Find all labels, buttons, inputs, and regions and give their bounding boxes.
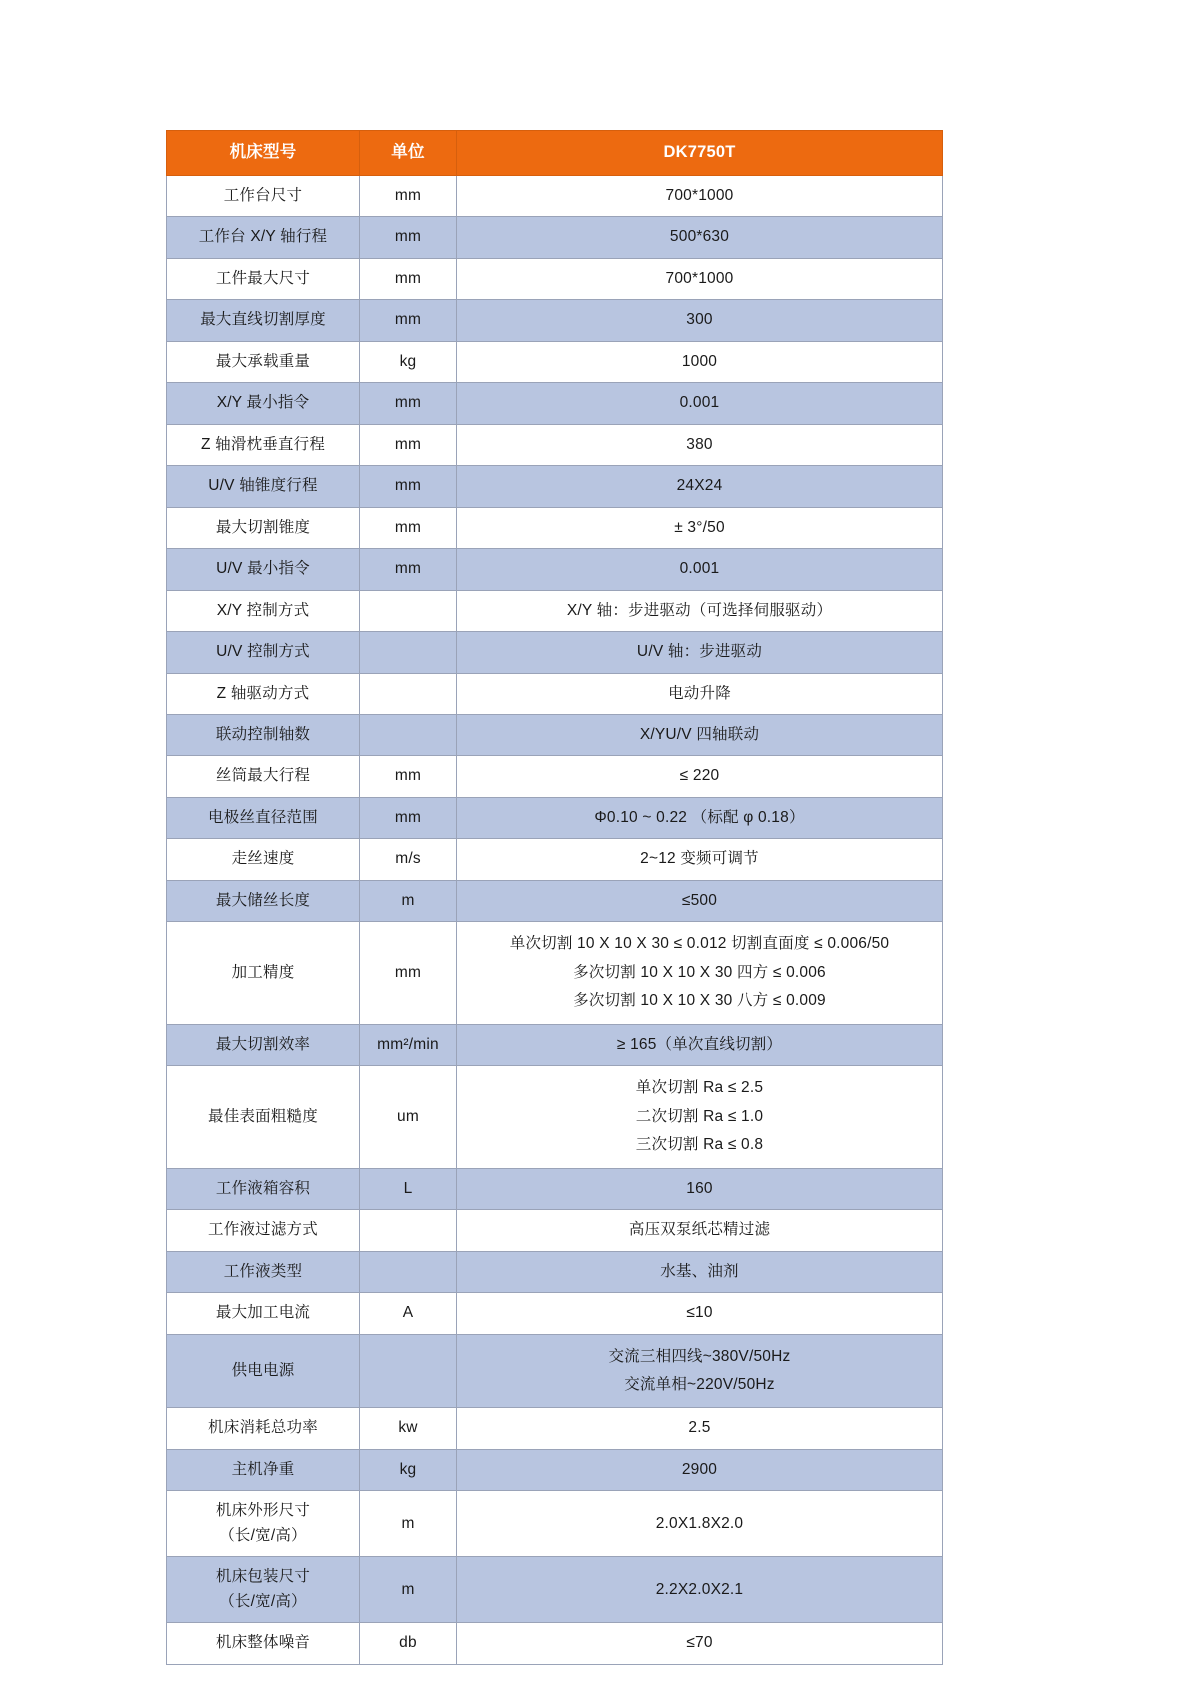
spec-name-cell xyxy=(167,590,360,631)
spec-value-line: 24X24 xyxy=(676,477,723,495)
spec-name-line: 电极丝直径范围 xyxy=(208,808,318,826)
table-row xyxy=(167,1408,943,1449)
spec-value-cell xyxy=(457,715,943,756)
spec-unit-cell xyxy=(360,590,457,631)
table-row xyxy=(167,383,943,424)
spec-unit-cell: kw xyxy=(360,1408,457,1449)
spec-name-cell xyxy=(167,258,360,299)
spec-value-line: ≤70 xyxy=(686,1634,713,1652)
spec-name-line: Z 轴驱动方式 xyxy=(216,684,310,702)
spec-name-line: 工作液过滤方式 xyxy=(208,1221,318,1239)
spec-unit-cell: mm xyxy=(360,922,457,1024)
spec-unit-cell: m/s xyxy=(360,839,457,880)
table-row xyxy=(167,1251,943,1292)
table-row xyxy=(167,1066,943,1168)
spec-name-cell xyxy=(167,1210,360,1251)
spec-value-line: 0.001 xyxy=(679,394,720,412)
spec-name-cell xyxy=(167,217,360,258)
spec-name-cell xyxy=(167,300,360,341)
spec-value-line: 2.5 xyxy=(688,1419,711,1437)
table-body xyxy=(167,175,943,1664)
spec-value-line: ± 3°/50 xyxy=(674,518,725,536)
spec-value-line: 单次切割 Ra ≤ 2.5 xyxy=(635,1079,764,1097)
spec-name-line: U/V 控制方式 xyxy=(216,643,310,661)
spec-unit-cell: mm xyxy=(360,300,457,341)
spec-unit-cell: db xyxy=(360,1623,457,1664)
spec-name-line: U/V 最小指令 xyxy=(216,560,310,578)
spec-value-cell xyxy=(457,1210,943,1251)
spec-unit-cell: mm xyxy=(360,424,457,465)
spec-name-line: X/Y 控制方式 xyxy=(216,601,310,619)
spec-name-line: （长/宽/高） xyxy=(219,1526,307,1544)
spec-value-line: 三次切割 Ra ≤ 0.8 xyxy=(635,1136,764,1154)
spec-value-cell xyxy=(457,300,943,341)
spec-unit-cell: um xyxy=(360,1066,457,1168)
spec-value-line: 交流单相~220V/50Hz xyxy=(624,1375,775,1393)
spec-unit-cell xyxy=(360,1334,457,1408)
spec-unit-cell xyxy=(360,715,457,756)
table-row xyxy=(167,1210,943,1251)
spec-value-cell xyxy=(457,1168,943,1209)
spec-name-line: 供电电源 xyxy=(231,1361,295,1379)
spec-unit-cell: m xyxy=(360,880,457,921)
spec-value-cell xyxy=(457,175,943,216)
spec-name-line: 加工精度 xyxy=(231,963,295,981)
spec-value-line: 500*630 xyxy=(669,228,730,246)
spec-name-line: 工作液类型 xyxy=(223,1262,303,1280)
spec-value-line: 160 xyxy=(686,1179,713,1197)
table-row xyxy=(167,1334,943,1408)
spec-name-line: 最大加工电流 xyxy=(215,1304,311,1322)
spec-value-cell xyxy=(457,1557,943,1623)
spec-value-line: X/Y 轴：步进驱动（可选择伺服驱动） xyxy=(566,601,833,619)
spec-value-cell xyxy=(457,1408,943,1449)
spec-name-cell xyxy=(167,756,360,797)
spec-value-line: 单次切割 10 X 10 X 30 ≤ 0.012 切割直面度 ≤ 0.006/50 xyxy=(509,935,890,953)
table-row xyxy=(167,880,943,921)
table-row xyxy=(167,1168,943,1209)
spec-value-line: 2.0X1.8X2.0 xyxy=(655,1514,744,1532)
spec-unit-cell: mm xyxy=(360,507,457,548)
table-row xyxy=(167,1024,943,1065)
spec-value-line: Φ0.10 ~ 0.22 （标配 φ 0.18） xyxy=(594,808,805,826)
spec-name-line: 最大切割锥度 xyxy=(215,518,311,536)
spec-name-cell xyxy=(167,673,360,714)
spec-name-line: 最大承载重量 xyxy=(215,352,311,370)
spec-name-line: Z 轴滑枕垂直行程 xyxy=(200,435,326,453)
spec-value-cell xyxy=(457,549,943,590)
table-row xyxy=(167,922,943,1024)
column-header-value: DK7750T xyxy=(457,131,943,176)
spec-value-line: ≥ 165（单次直线切割） xyxy=(616,1035,783,1053)
table-row xyxy=(167,797,943,838)
spec-unit-cell: mm xyxy=(360,756,457,797)
spec-name-line: 联动控制轴数 xyxy=(215,726,311,744)
spec-value-line: 多次切割 10 X 10 X 30 八方 ≤ 0.009 xyxy=(573,992,826,1010)
spec-value-cell xyxy=(457,1449,943,1490)
spec-value-line: 2~12 变频可调节 xyxy=(640,850,759,868)
table-row xyxy=(167,466,943,507)
spec-value-cell xyxy=(457,217,943,258)
spec-value-line: ≤10 xyxy=(686,1304,713,1322)
spec-value-cell xyxy=(457,673,943,714)
spec-name-line: 最佳表面粗糙度 xyxy=(208,1107,318,1125)
spec-value-line: 0.001 xyxy=(679,560,720,578)
spec-name-line: 工作台尺寸 xyxy=(223,186,303,204)
table-row xyxy=(167,217,943,258)
spec-value-line: ≤ 220 xyxy=(679,767,720,785)
table-row xyxy=(167,1623,943,1664)
spec-value-line: X/YU/V 四轴联动 xyxy=(639,726,760,744)
spec-value-line: 水基、油剂 xyxy=(660,1262,739,1280)
table-row xyxy=(167,756,943,797)
spec-value-cell xyxy=(457,507,943,548)
table-row xyxy=(167,424,943,465)
spec-unit-cell xyxy=(360,1210,457,1251)
spec-value-cell xyxy=(457,383,943,424)
spec-unit-cell: m xyxy=(360,1557,457,1623)
spec-name-cell xyxy=(167,466,360,507)
table-row xyxy=(167,839,943,880)
spec-name-line: 机床外形尺寸 xyxy=(215,1502,311,1520)
spec-name-cell xyxy=(167,549,360,590)
spec-name-line: 工件最大尺寸 xyxy=(215,269,311,287)
spec-value-line: ≤500 xyxy=(681,891,718,909)
spec-name-cell xyxy=(167,1449,360,1490)
spec-name-cell xyxy=(167,1293,360,1334)
table-row xyxy=(167,715,943,756)
table-row xyxy=(167,1449,943,1490)
spec-value-cell xyxy=(457,922,943,1024)
spec-unit-cell: mm xyxy=(360,549,457,590)
table-row xyxy=(167,673,943,714)
table-row xyxy=(167,632,943,673)
spec-value-cell xyxy=(457,632,943,673)
table-row xyxy=(167,1491,943,1557)
spec-unit-cell: mm xyxy=(360,217,457,258)
spec-name-cell xyxy=(167,507,360,548)
spec-value-line: 多次切割 10 X 10 X 30 四方 ≤ 0.006 xyxy=(573,963,826,981)
spec-value-cell xyxy=(457,756,943,797)
spec-value-cell xyxy=(457,1024,943,1065)
spec-name-line: 最大切割效率 xyxy=(215,1035,311,1053)
spec-name-line: 机床整体噪音 xyxy=(215,1634,311,1652)
spec-value-line: 高压双泵纸芯精过滤 xyxy=(628,1221,771,1239)
spec-value-line: 1000 xyxy=(681,352,718,370)
spec-name-cell xyxy=(167,1251,360,1292)
spec-value-cell xyxy=(457,1251,943,1292)
spec-name-cell xyxy=(167,1491,360,1557)
spec-unit-cell: L xyxy=(360,1168,457,1209)
spec-value-cell xyxy=(457,839,943,880)
spec-value-cell xyxy=(457,590,943,631)
spec-value-line: 2.2X2.0X2.1 xyxy=(655,1580,744,1598)
spec-unit-cell: mm xyxy=(360,175,457,216)
spec-name-cell xyxy=(167,880,360,921)
spec-unit-cell xyxy=(360,673,457,714)
spec-value-cell xyxy=(457,424,943,465)
table-row xyxy=(167,1293,943,1334)
spec-name-cell xyxy=(167,1408,360,1449)
table-row xyxy=(167,590,943,631)
spec-value-line: 700*1000 xyxy=(665,186,734,204)
spec-value-cell xyxy=(457,466,943,507)
spec-unit-cell xyxy=(360,632,457,673)
spec-name-cell xyxy=(167,632,360,673)
spec-name-line: 丝筒最大行程 xyxy=(215,767,311,785)
spec-name-line: 最大直线切割厚度 xyxy=(200,311,326,329)
spec-name-cell xyxy=(167,1334,360,1408)
table-header-row xyxy=(167,131,943,176)
spec-value-line: 交流三相四线~380V/50Hz xyxy=(608,1347,791,1365)
spec-name-line: 机床消耗总功率 xyxy=(208,1419,318,1437)
column-header-unit: 单位 xyxy=(360,131,457,176)
specification-table-container xyxy=(166,130,942,1665)
spec-name-cell xyxy=(167,424,360,465)
table-row xyxy=(167,300,943,341)
spec-unit-cell: kg xyxy=(360,1449,457,1490)
spec-value-cell xyxy=(457,1623,943,1664)
table-row xyxy=(167,1557,943,1623)
spec-name-cell xyxy=(167,1168,360,1209)
table-row xyxy=(167,507,943,548)
spec-value-line: 电动升降 xyxy=(668,684,731,702)
spec-value-cell xyxy=(457,1334,943,1408)
spec-value-cell xyxy=(457,1491,943,1557)
table-header xyxy=(167,131,943,176)
spec-name-cell xyxy=(167,175,360,216)
spec-value-cell xyxy=(457,258,943,299)
spec-value-cell xyxy=(457,1293,943,1334)
spec-value-line: 300 xyxy=(686,311,713,329)
spec-name-line: 走丝速度 xyxy=(231,850,295,868)
spec-unit-cell: mm xyxy=(360,383,457,424)
spec-unit-cell: kg xyxy=(360,341,457,382)
spec-unit-cell xyxy=(360,1251,457,1292)
column-header-model: 机床型号 xyxy=(167,131,360,176)
spec-name-line: 机床包装尺寸 xyxy=(215,1568,311,1586)
spec-unit-cell: mm xyxy=(360,797,457,838)
spec-name-cell xyxy=(167,839,360,880)
spec-value-line: U/V 轴：步进驱动 xyxy=(636,643,763,661)
spec-value-cell xyxy=(457,1066,943,1168)
spec-name-cell xyxy=(167,383,360,424)
spec-value-line: 700*1000 xyxy=(665,269,734,287)
spec-name-line: 最大储丝长度 xyxy=(215,891,311,909)
spec-name-cell xyxy=(167,715,360,756)
spec-name-line: 工作台 X/Y 轴行程 xyxy=(198,228,328,246)
spec-name-line: U/V 轴锥度行程 xyxy=(208,477,318,495)
spec-name-cell xyxy=(167,1066,360,1168)
spec-value-cell xyxy=(457,797,943,838)
spec-value-line: 二次切割 Ra ≤ 1.0 xyxy=(635,1107,764,1125)
spec-value-line: 380 xyxy=(686,435,713,453)
spec-name-cell xyxy=(167,797,360,838)
spec-value-cell xyxy=(457,341,943,382)
spec-name-cell xyxy=(167,1623,360,1664)
spec-unit-cell: mm xyxy=(360,466,457,507)
spec-unit-cell: A xyxy=(360,1293,457,1334)
machine-specification-table xyxy=(166,130,943,1665)
spec-name-cell xyxy=(167,1024,360,1065)
spec-value-line: 2900 xyxy=(681,1460,718,1478)
spec-value-cell xyxy=(457,880,943,921)
spec-name-line: （长/宽/高） xyxy=(219,1592,307,1610)
table-row xyxy=(167,258,943,299)
spec-name-cell xyxy=(167,1557,360,1623)
spec-unit-cell: mm xyxy=(360,258,457,299)
spec-name-cell xyxy=(167,341,360,382)
spec-unit-cell: m xyxy=(360,1491,457,1557)
table-row xyxy=(167,549,943,590)
spec-unit-cell: mm²/min xyxy=(360,1024,457,1065)
spec-name-line: X/Y 最小指令 xyxy=(216,394,310,412)
spec-name-cell xyxy=(167,922,360,1024)
spec-name-line: 工作液箱容积 xyxy=(215,1179,311,1197)
spec-name-line: 主机净重 xyxy=(231,1460,295,1478)
table-row xyxy=(167,341,943,382)
table-row xyxy=(167,175,943,216)
